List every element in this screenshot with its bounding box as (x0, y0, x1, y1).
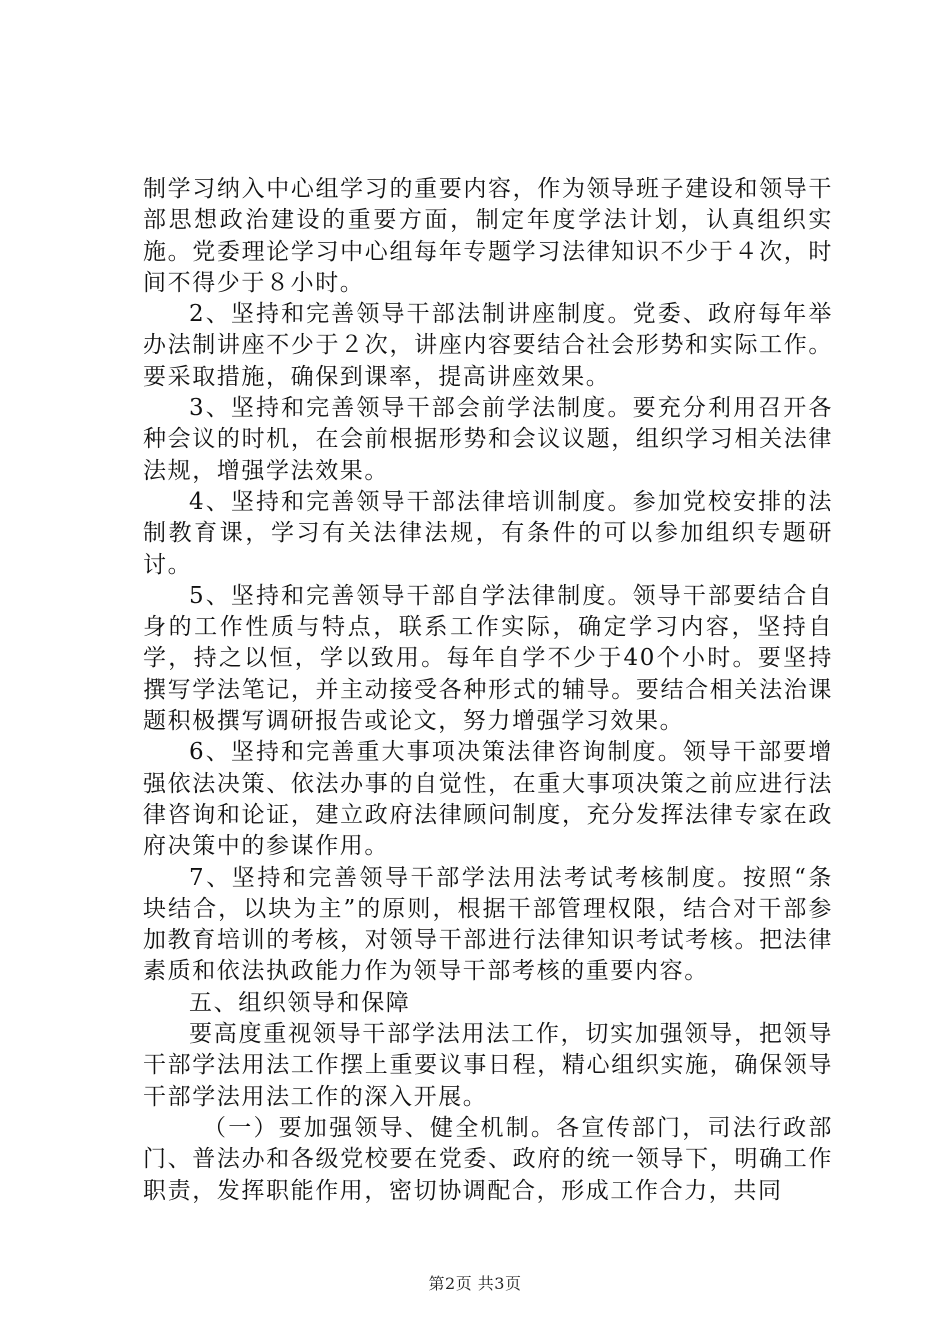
paragraph-item-3: 3、坚持和完善领导干部会前学法制度。要充分利用召开各种会议的时机，在会前根据形势和会议议题，组织学习相关法律法规，增强学法效果。 (143, 395, 833, 484)
paragraph-continuation: 制学习纳入中心组学习的重要内容，作为领导班子建设和领导干部思想政治建设的重要方面，制定年度学法计划，认真组织实施。党委理论学习中心组每年专题学习法律知识不少于４次，时间不得少于８小时。 (143, 176, 833, 296)
section-heading: 五、组织领导和保障 (189, 989, 411, 1016)
paragraph-item-2: 2、坚持和完善领导干部法制讲座制度。党委、政府每年举办法制讲座不少于２次，讲座内容要结合社会形势和实际工作。要采取措施，确保到课率，提高讲座效果。 (143, 301, 833, 390)
paragraph-subsection-1: （一）要加强领导、健全机制。各宣传部门，司法行政部门、普法办和各级党校要在党委、政府的统一领导下，明确工作职责，发挥职能作用，密切协调配合，形成工作合力，共同 (143, 1114, 833, 1204)
document-body (143, 174, 833, 1207)
page-footer: 第2页 共3页 (428, 1274, 522, 1293)
paragraph-item-7: 7、坚持和完善领导干部学法用法考试考核制度。按照“条块结合，以块为主”的原则，根据干部管理权限，结合对干部参加教育培训的考核，对领导干部进行法律知识考试考核。把法律素质和依法执政能力作为领导干部考核的重要内容。 (143, 864, 833, 985)
paragraph-section-intro: 要高度重视领导干部学法用法工作，切实加强领导，把领导干部学法用法工作摆上重要议事日程，精心组织实施，确保领导干部学法用法工作的深入开展。 (143, 1021, 833, 1110)
paragraph-item-5: 5、坚持和完善领导干部自学法律制度。领导干部要结合自身的工作性质与特点，联系工作实际，确定学习内容，坚持自学，持之以恒，学以致用。每年自学不少于40个小时。要坚持撰写学法笔记，并主动接受各种形式的辅导。要结合相关法治课题积极撰写调研报告或论文，努力增强学习效果。 (143, 582, 833, 735)
paragraph-item-4: 4、坚持和完善领导干部法律培训制度。参加党校安排的法制教育课，学习有关法律法规，有条件的可以参加组织专题研讨。 (143, 488, 833, 578)
paragraph-item-6: 6、坚持和完善重大事项决策法律咨询制度。领导干部要增强依法决策、依法办事的自觉性，在重大事项决策之前应进行法律咨询和论证，建立政府法律顾问制度，充分发挥法律专家在政府决策中的参谋作用。 (143, 739, 833, 860)
